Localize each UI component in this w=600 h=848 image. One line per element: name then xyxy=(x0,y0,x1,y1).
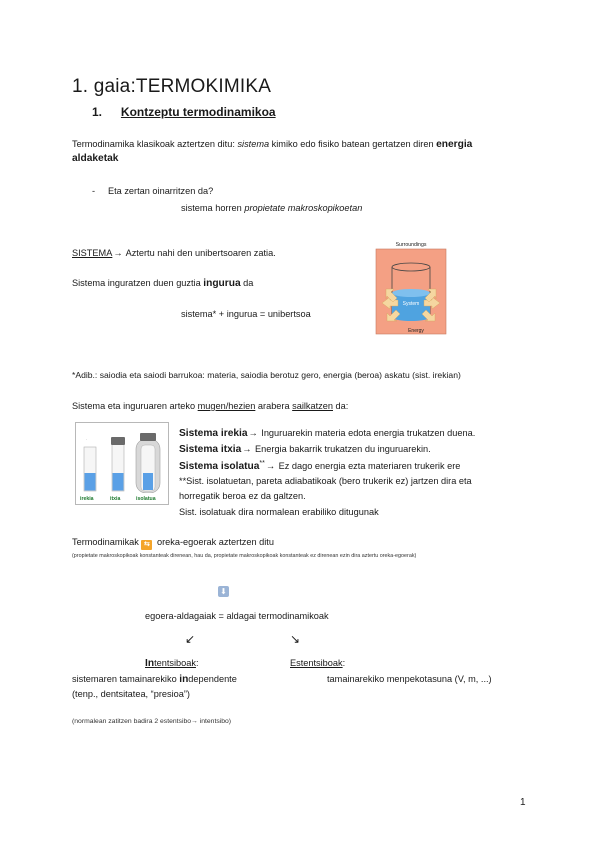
system-diagram-graphic xyxy=(372,237,449,336)
question-answer xyxy=(181,203,362,213)
system-closed-desc: Energia bakarrik trukatzen du inguruarekin. xyxy=(252,444,431,454)
question-bullet: - xyxy=(92,186,96,196)
intro-sistema: sistema xyxy=(237,139,270,149)
intro-energia: energia xyxy=(436,139,473,150)
intro-text-a: Termodinamika klasikoak aztertzen ditu: xyxy=(72,139,238,149)
svg-text:·: · xyxy=(86,437,88,442)
arrow-down-left-icon: ↙ xyxy=(185,632,196,646)
ingurua-bold: ingurua xyxy=(203,278,241,289)
sistema-text: Aztertu nahi den unibertsoaren zatia. xyxy=(123,248,276,258)
intentsiboak-line1-a: sistemaren tamainarekiko xyxy=(72,674,180,684)
answer-italic: propietate makroskopikoetan xyxy=(244,203,363,213)
estentsiboak-line-1: tamainarekiko menpekotasuna (V, m, ...) xyxy=(327,674,492,684)
intentsiboak-colon: : xyxy=(195,658,199,668)
footnote: *Adib.: saiodia eta saiodi barrukoa: materia, saiodia berotuz gero, energia (beroa) askatu (sist. irekian) xyxy=(72,370,461,380)
bottom-note: (normalean zatitzen badira 2 estentsibo→ intentsibo) xyxy=(72,718,232,725)
section-title: Kontzeptu termodinamikoa xyxy=(120,105,276,119)
system-liquid xyxy=(392,293,430,321)
intentsiboak-line-1 xyxy=(72,674,237,685)
estentsiboak-title-text: Estentsiboak xyxy=(290,658,343,668)
classification-text-a: Sistema eta inguruaren arteko xyxy=(72,401,198,411)
right-arrow-icon: → xyxy=(265,461,276,472)
system-type-closed xyxy=(179,444,431,455)
intro-aldaketak: aldaketak xyxy=(72,153,119,164)
exchange-icon: ⇆ xyxy=(141,540,152,550)
intentsiboak-line1-b: dependente xyxy=(188,674,237,684)
isolated-note-3: Sist. isolatuak dira normalean erabiliko ditugunak xyxy=(179,507,379,517)
oreka-text-b: oreka-egoerak aztertzen ditu xyxy=(154,537,274,547)
page-title: 1. gaia:TERMOKIMIKA xyxy=(72,76,272,97)
system-type-isolated xyxy=(179,460,460,472)
system-open-desc: Inguruarekin materia edota energia trukatzen duena. xyxy=(258,428,476,438)
intro-text-b: kimiko edo fisiko batean gertatzen diren xyxy=(269,139,437,149)
tubes-illustration xyxy=(75,422,169,505)
estentsiboak-colon: : xyxy=(342,658,346,668)
ingurua-text-b: da xyxy=(240,278,254,288)
right-arrow-icon: → xyxy=(242,444,252,454)
estentsiboak-title xyxy=(290,658,345,668)
tube-open-liquid xyxy=(85,473,96,491)
classification-line xyxy=(72,401,348,411)
intentsiboak-line-2: (tenp., dentsitatea, “presioa”) xyxy=(72,689,190,699)
tube-label-itxia: itxia xyxy=(110,496,121,502)
classification-mugen: mugen/hezien xyxy=(197,401,256,411)
oreka-line xyxy=(72,537,274,550)
classification-text-b: arabera xyxy=(255,401,293,411)
arrow-down-right-icon: ↘ xyxy=(290,632,301,646)
question-text: Eta zertan oinarritzen da? xyxy=(108,186,214,196)
down-arrow-icon xyxy=(218,581,229,599)
intro-line-1 xyxy=(72,139,472,150)
section-heading xyxy=(92,103,276,121)
energy-label: Energy xyxy=(408,328,424,334)
system-open-name: Sistema irekia xyxy=(179,428,248,439)
system-isolated-desc: Ez dago energia ezta materiaren trukerik ere xyxy=(276,461,461,472)
intentsiboak-title xyxy=(145,658,199,669)
isolated-note-1: **Sist. isolatuetan, pareta adiabatikoak (bero trukerik ez) jartzen dira eta xyxy=(179,476,472,486)
tubes-graphic xyxy=(76,423,168,504)
system-closed-name: Sistema itxia xyxy=(179,444,242,455)
sistema-label: SISTEMA xyxy=(72,248,113,258)
intentsiboak-title-bold: In xyxy=(145,658,155,669)
page-number: 1 xyxy=(520,797,526,808)
classification-text-c: da: xyxy=(333,401,349,411)
egoera-line: egoera-aldagaiak = aldagai termodinamikoak xyxy=(145,611,329,621)
intentsiboak-line1-bold: in xyxy=(179,674,189,685)
tube-closed-liquid xyxy=(113,473,124,491)
down-arrow-glyph: ⬇ xyxy=(218,586,229,597)
oreka-small: (propietate makroskopikoak konstanteak direnean, hau da, propietate makroskopikoak konstanteak ez direnean ezin dira aztertu oreka-egoerak) xyxy=(72,553,417,559)
classification-sailkatzen: sailkatzen xyxy=(292,401,333,411)
ingurua-text-a: Sistema inguratzen duen guztia xyxy=(72,278,204,288)
tube-label-irekia: irekia xyxy=(80,496,94,502)
system-liquid-surface xyxy=(392,289,430,297)
right-arrow-icon: → xyxy=(248,428,258,438)
tube-isolated-liquid xyxy=(143,473,153,490)
system-diagram xyxy=(372,237,449,336)
tube-label-isolatua: isolatua xyxy=(136,496,156,502)
oreka-text-a: Termodinamikak xyxy=(72,537,142,547)
right-arrow-icon: → xyxy=(113,248,123,258)
system-type-open xyxy=(179,428,475,439)
answer-plain: sistema horren xyxy=(181,203,245,213)
system-label: System xyxy=(402,301,420,307)
isolated-note-2: horregatik beroa ez da galtzen. xyxy=(179,491,306,501)
equation: sistema* + ingurua = unibertsoa xyxy=(181,309,311,319)
surroundings-label: Surroundings xyxy=(395,242,427,248)
section-number: 1. xyxy=(92,105,103,119)
intentsiboak-title-rest: tentsiboak xyxy=(154,658,196,668)
system-isolated-name: Sistema isolatua xyxy=(179,461,260,473)
system-isolated-stars: ** xyxy=(259,460,265,467)
ingurua-definition xyxy=(72,278,253,289)
sistema-definition xyxy=(72,248,276,258)
